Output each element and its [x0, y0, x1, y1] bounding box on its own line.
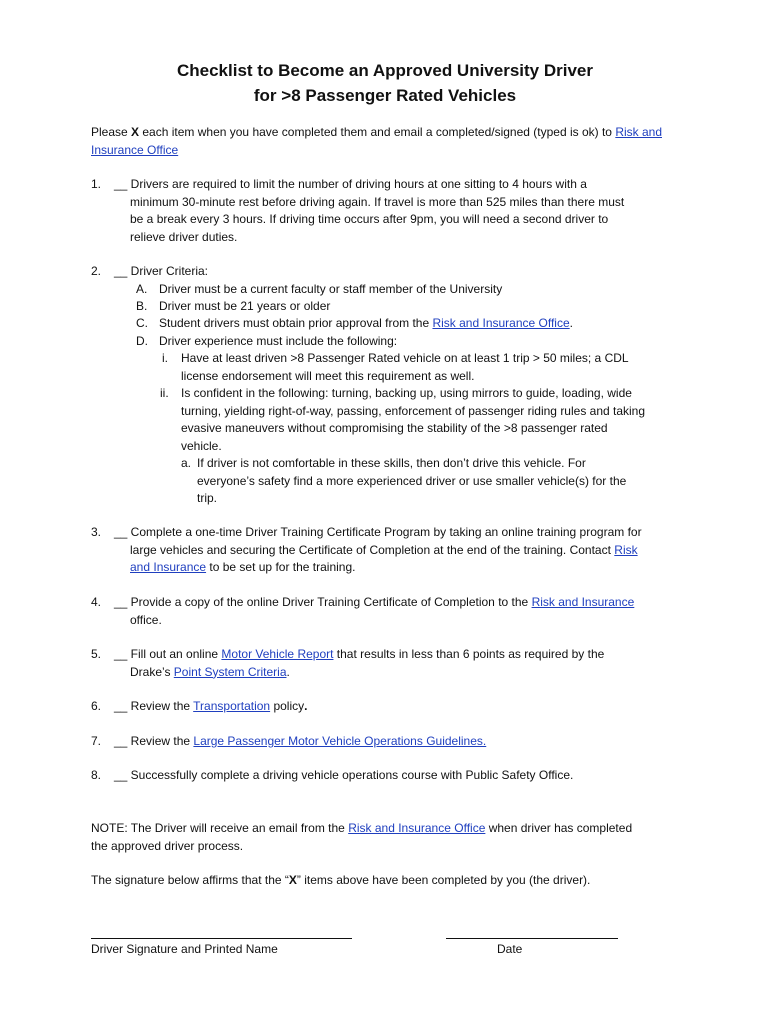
criteria-a: Driver must be a current faculty or staff member of the University [159, 282, 503, 296]
transportation-policy-link[interactable]: Transportation [193, 699, 271, 713]
page-title [0, 58, 770, 108]
checklist-item-3: __ Complete a one-time Driver Training Certificate Program by taking an online training program for large vehicles and securing the Certificate of Completion at the end of the training. Contact Risk and Insurance to be set up for the training. [114, 525, 642, 574]
risk-office-link[interactable]: Risk and Insurance Office [348, 821, 486, 835]
affirmation-text: The signature below affirms that the “X” items above have been completed by you (the driver). [91, 873, 591, 887]
criteria-b: Driver must be 21 years or older [159, 299, 331, 313]
checklist-item-4: __ Provide a copy of the online Driver Training Certificate of Completion to the Risk and Insurance office. [114, 595, 635, 627]
item-number: 7. [91, 734, 102, 748]
sublist-marker: C. [136, 316, 148, 330]
driver-signature-label: Driver Signature and Printed Name [91, 942, 278, 956]
criteria-c: Student drivers must obtain prior approval from the Risk and Insurance Office. [159, 316, 573, 330]
note-paragraph: NOTE: The Driver will receive an email from the Risk and Insurance Office when driver has completed the approved driver process. [91, 821, 633, 853]
item-number: 4. [91, 595, 102, 609]
criteria-d-ii-a: If driver is not comfortable in these skills, then don’t drive this vehicle. For everyone’s safety find a more experienced driver or use smaller vehicle(s) for the trip. [197, 456, 627, 505]
sublist-marker: D. [136, 334, 148, 348]
item-number: 1. [91, 177, 102, 191]
sublist-marker: ii. [160, 386, 169, 400]
intro-paragraph: Please X each item when you have completed them and email a completed/signed (typed is ok) to Risk and Insurance Office [91, 125, 662, 157]
criteria-d-ii: Is confident in the following: turning, backing up, using mirrors to guide, loading, wide turning, yielding right-of-way, passing, enforcement of passenger riding rules and taking evasive maneuvers without compromising the stability of the >8 passenger rated vehicle. [181, 386, 646, 453]
checklist-item-5: __ Fill out an online Motor Vehicle Report that results in less than 6 points as required by the Drake’s Point System Criteria. [114, 647, 605, 679]
risk-office-link[interactable]: Risk and Insurance [531, 595, 635, 609]
item-number: 3. [91, 525, 102, 539]
sublist-marker: i. [162, 351, 168, 365]
checklist-item-7: __ Review the Large Passenger Motor Vehicle Operations Guidelines. [114, 734, 487, 748]
x-marker: X [288, 873, 297, 887]
checklist-item-8: __ Successfully complete a driving vehicle operations course with Public Safety Office. [114, 768, 574, 782]
risk-office-link[interactable]: Risk and Insurance Office [432, 316, 570, 330]
point-system-criteria-link[interactable]: Point System Criteria [173, 664, 287, 679]
checklist-item-6: __ Review the Transportation policy. [114, 699, 308, 713]
date-line[interactable] [446, 938, 618, 939]
sublist-marker: B. [136, 299, 148, 313]
item-number: 8. [91, 768, 102, 782]
item-number: 6. [91, 699, 102, 713]
risk-office-link[interactable]: Risk and Insurance Office [91, 125, 662, 157]
checklist-item-2: __ Driver Criteria: [114, 264, 209, 278]
guidelines-link[interactable]: Large Passenger Motor Vehicle Operations Guidelines. [193, 734, 487, 748]
sublist-marker: a. [181, 456, 192, 470]
risk-office-link[interactable]: Risk [614, 542, 638, 557]
date-label: Date [497, 942, 523, 956]
item-number: 2. [91, 264, 102, 278]
x-marker: X [131, 125, 140, 139]
title-line-1: Checklist to Become an Approved University Driver [176, 61, 593, 80]
title-line-2: for >8 Passenger Rated Vehicles [253, 86, 517, 105]
motor-vehicle-report-link[interactable]: Motor Vehicle Report [221, 647, 334, 661]
item-number: 5. [91, 647, 102, 661]
criteria-d-i: Have at least driven >8 Passenger Rated vehicle on at least 1 trip > 50 miles; a CDL license endorsement will meet this requirement as well. [181, 351, 629, 383]
sublist-marker: A. [136, 282, 148, 296]
driver-signature-line[interactable] [91, 938, 352, 939]
risk-office-link[interactable]: and Insurance [130, 560, 207, 574]
criteria-d: Driver experience must include the following: [159, 334, 398, 348]
checklist-item-1: __ Drivers are required to limit the number of driving hours at one sitting to 4 hours with a minimum 30-minute rest before driving again. If travel is more than 525 miles than there must be a break every 3 hours. If driving time occurs after 9pm, you will need a second driver to relieve driver duties. [114, 177, 625, 244]
